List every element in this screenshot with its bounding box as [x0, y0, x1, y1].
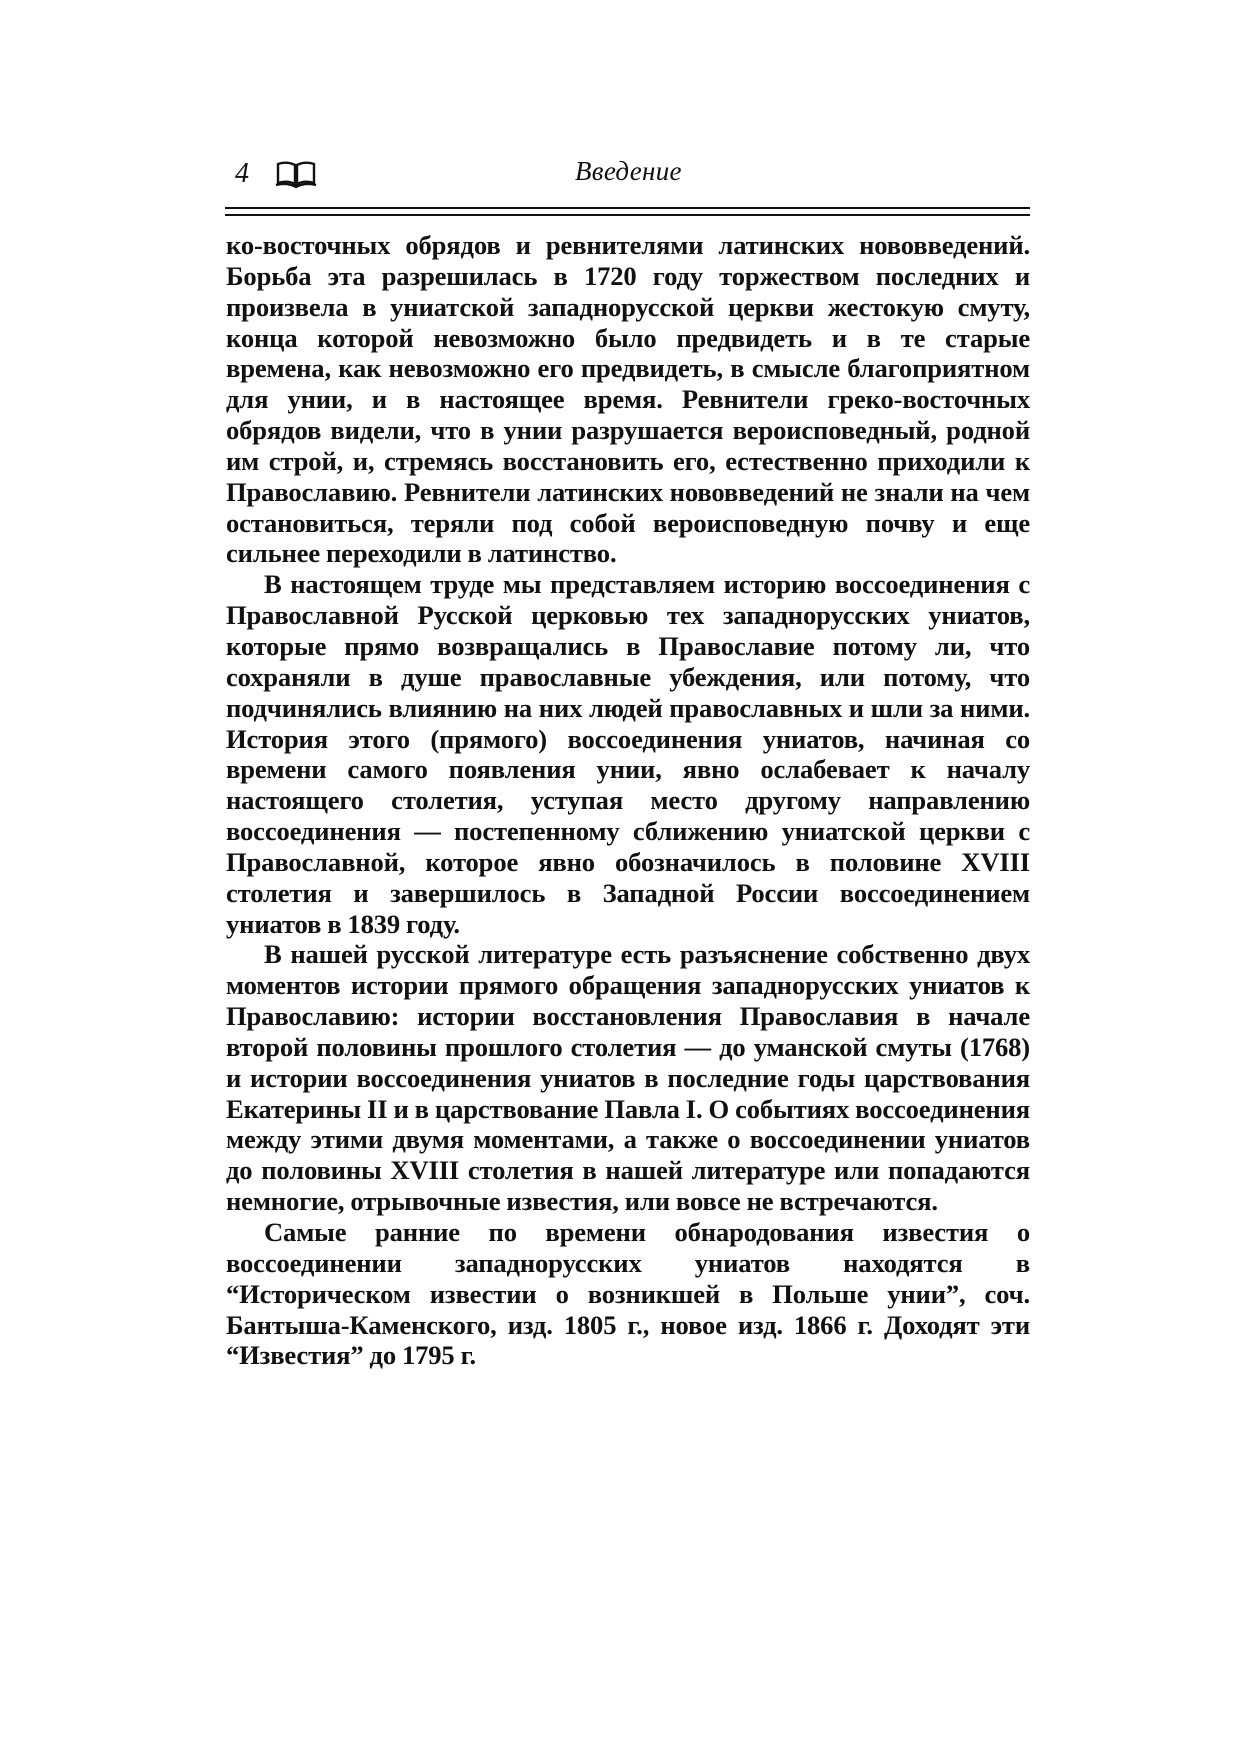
paragraph-1: ко-восточных обрядов и ревнителями латинских нововведений. Борьба эта разрешилась в 1720 году торжеством последних и произвела в униатской западнорусской церкви жестокую смуту, конца которой невозможно было предвидеть и в те старые времена, как невозможно его предвидеть, в смысле благоприятном для унии, и в настоящее время. Ревнители греко-восточных обрядов видели, что в унии разрушается вероисповедный, родной им строй, и, стремясь восстановить его, естественно приходили к Православию. Ревнители латинских нововведений не знали на чем остановиться, теряли под собой вероисповедную почву и еще сильнее переходили в латинство. — [226, 230, 1030, 569]
paragraph-4: Самые ранние по времени обнародования известия о воссоединении западнорусских униатов находятся в “Историческом известии о возникшей в Польше унии”, соч. Бантыша-Каменского, изд. 1805 г., новое изд. 1866 г. Доходят эти “Известия” до 1795 г. — [226, 1217, 1030, 1371]
book-icon — [275, 158, 317, 190]
page-number: 4 — [235, 158, 249, 189]
paragraph-3: В нашей русской литературе есть разъяснение собственно двух моментов истории прямого обращения западнорусских униатов к Православию: истории восстановления Православия в начале второй половины прошлого столетия — до уманской смуты (1768) и истории воссоединения униатов в последние годы царствования Екатерины II и в царствование Павла I. О событиях воссоединения между этими двумя моментами, а также о воссоединении униатов до половины XVIII столетия в нашей литературе или попадаются немногие, отрывочные известия, или вовсе не встречаются. — [226, 939, 1030, 1217]
paragraph-2: В настоящем труде мы представляем историю воссоединения с Православной Русской церковью тех западнорусских униатов, которые прямо возвращались в Православие потому ли, что сохраняли в душе православные убеждения, или потому, что подчинялись влиянию на них людей православных и шли за ними. История этого (прямого) воссоединения униатов, начиная со времени самого появления унии, явно ослабевает к началу настоящего столетия, уступая место другому направлению воссоединения — постепенному сближению униатской церкви с Православной, которое явно обозначилось в половине XVIII столетия и завершилось в Западной России воссоединением униатов в 1839 году. — [226, 569, 1030, 939]
page-header — [225, 140, 1030, 200]
running-title: Введение — [575, 156, 682, 186]
header-rule-top — [225, 207, 1030, 209]
body-text — [226, 230, 1030, 1371]
header-rule-bottom — [225, 214, 1030, 216]
